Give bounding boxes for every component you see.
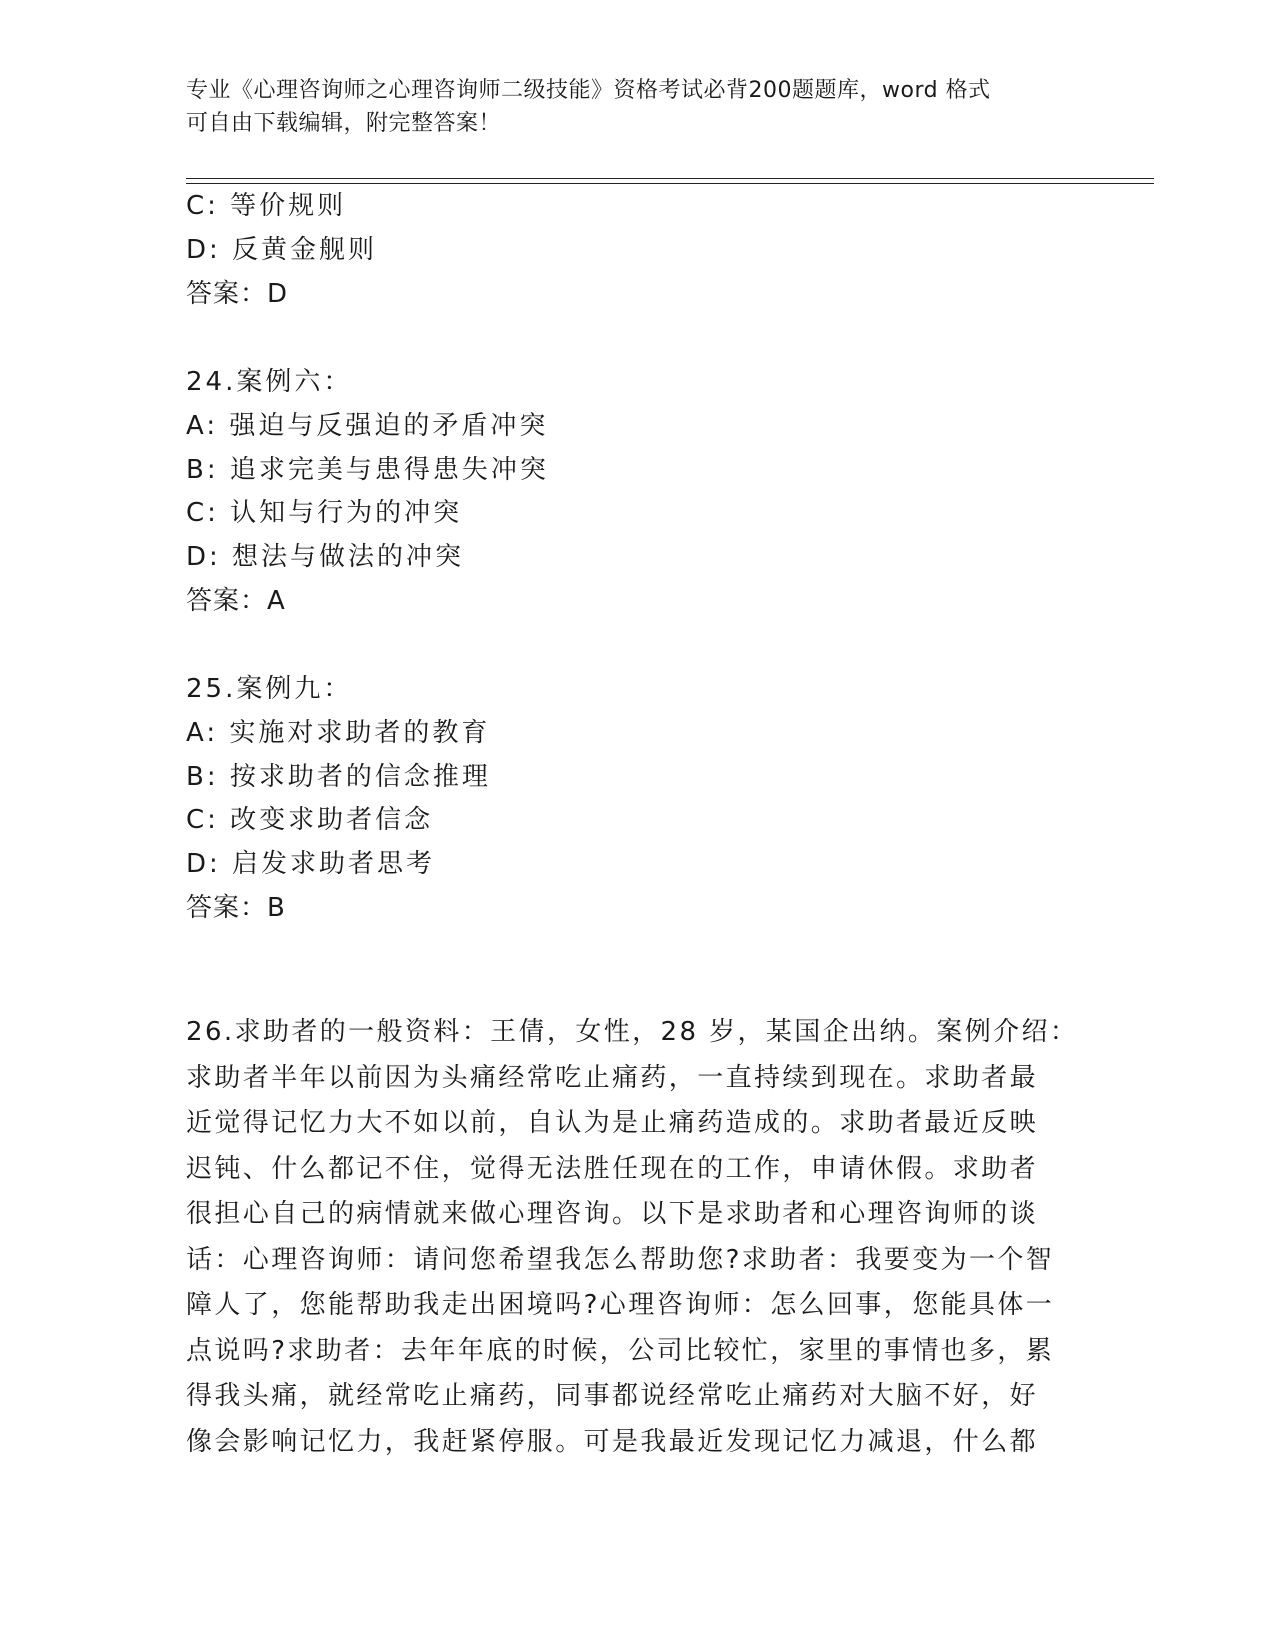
header-divider-bottom [186,183,1154,184]
q26-line: 点说吗?求助者：去年年底的时候，公司比较忙，家里的事情也多，累 [186,1335,1055,1366]
q24-option-d: D: 想法与做法的冲突 [186,542,465,572]
q26-line: 话：心理咨询师：请问您希望我怎么帮助您?求助者：我要变为一个智 [186,1244,1055,1275]
q23-option-c: C: 等价规则 [186,191,347,221]
q26-line: 很担心自己的病情就来做心理咨询。以下是求助者和心理咨询师的谈 [186,1199,1039,1229]
header-line-2: 可自由下载编辑，附完整答案！ [186,111,502,136]
q26-line: 求助者半年以前因为头痛经常吃止痛药，一直持续到现在。求助者最 [186,1062,1039,1093]
q26-line: 像会影响记忆力，我赶紧停服。可是我最近发现记忆力减退，什么都 [186,1426,1039,1457]
header-divider-top [186,178,1154,179]
q24-option-a: A: 强迫与反强迫的矛盾冲突 [186,411,549,441]
q26-line: 26.求助者的一般资料：王倩，女性，28 岁，某国企出纳。案例介绍： [186,1017,1079,1047]
q24-stem: 24.案例六： [186,367,353,397]
q23-option-d: D: 反黄金舰则 [186,235,378,265]
q25-option-a: A: 实施对求助者的教育 [186,718,491,748]
q25-option-b: B: 按求助者的信念推理 [186,762,491,792]
q24-answer: 答案：A [186,586,286,616]
header-line-1: 专业《心理咨询师之心理咨询师二级技能》资格考试必背200题题库，word 格式 [186,78,991,103]
q23-answer: 答案：D [186,279,289,309]
q26-line: 障人了，您能帮助我走出困境吗?心理咨询师：怎么回事，您能具体一 [186,1290,1055,1320]
document-header [186,74,1086,140]
q25-option-d: D: 启发求助者思考 [186,849,436,879]
q26-paragraph [186,1010,1079,1465]
q25-answer: 答案：B [186,893,286,923]
q24-option-c: C: 认知与行为的冲突 [186,498,463,528]
q26-line: 近觉得记忆力大不如以前，自认为是止痛药造成的。求助者最近反映 [186,1108,1039,1138]
q25-stem: 25.案例九： [186,674,353,704]
q26-line: 得我头痛，就经常吃止痛药，同事都说经常吃止痛药对大脑不好，好 [186,1381,1039,1411]
q25-option-c: C: 改变求助者信念 [186,805,434,835]
q24-option-b: B: 追求完美与患得患失冲突 [186,455,549,485]
q26-line: 迟钝、什么都记不住，觉得无法胜任现在的工作，申请休假。求助者 [186,1153,1039,1184]
